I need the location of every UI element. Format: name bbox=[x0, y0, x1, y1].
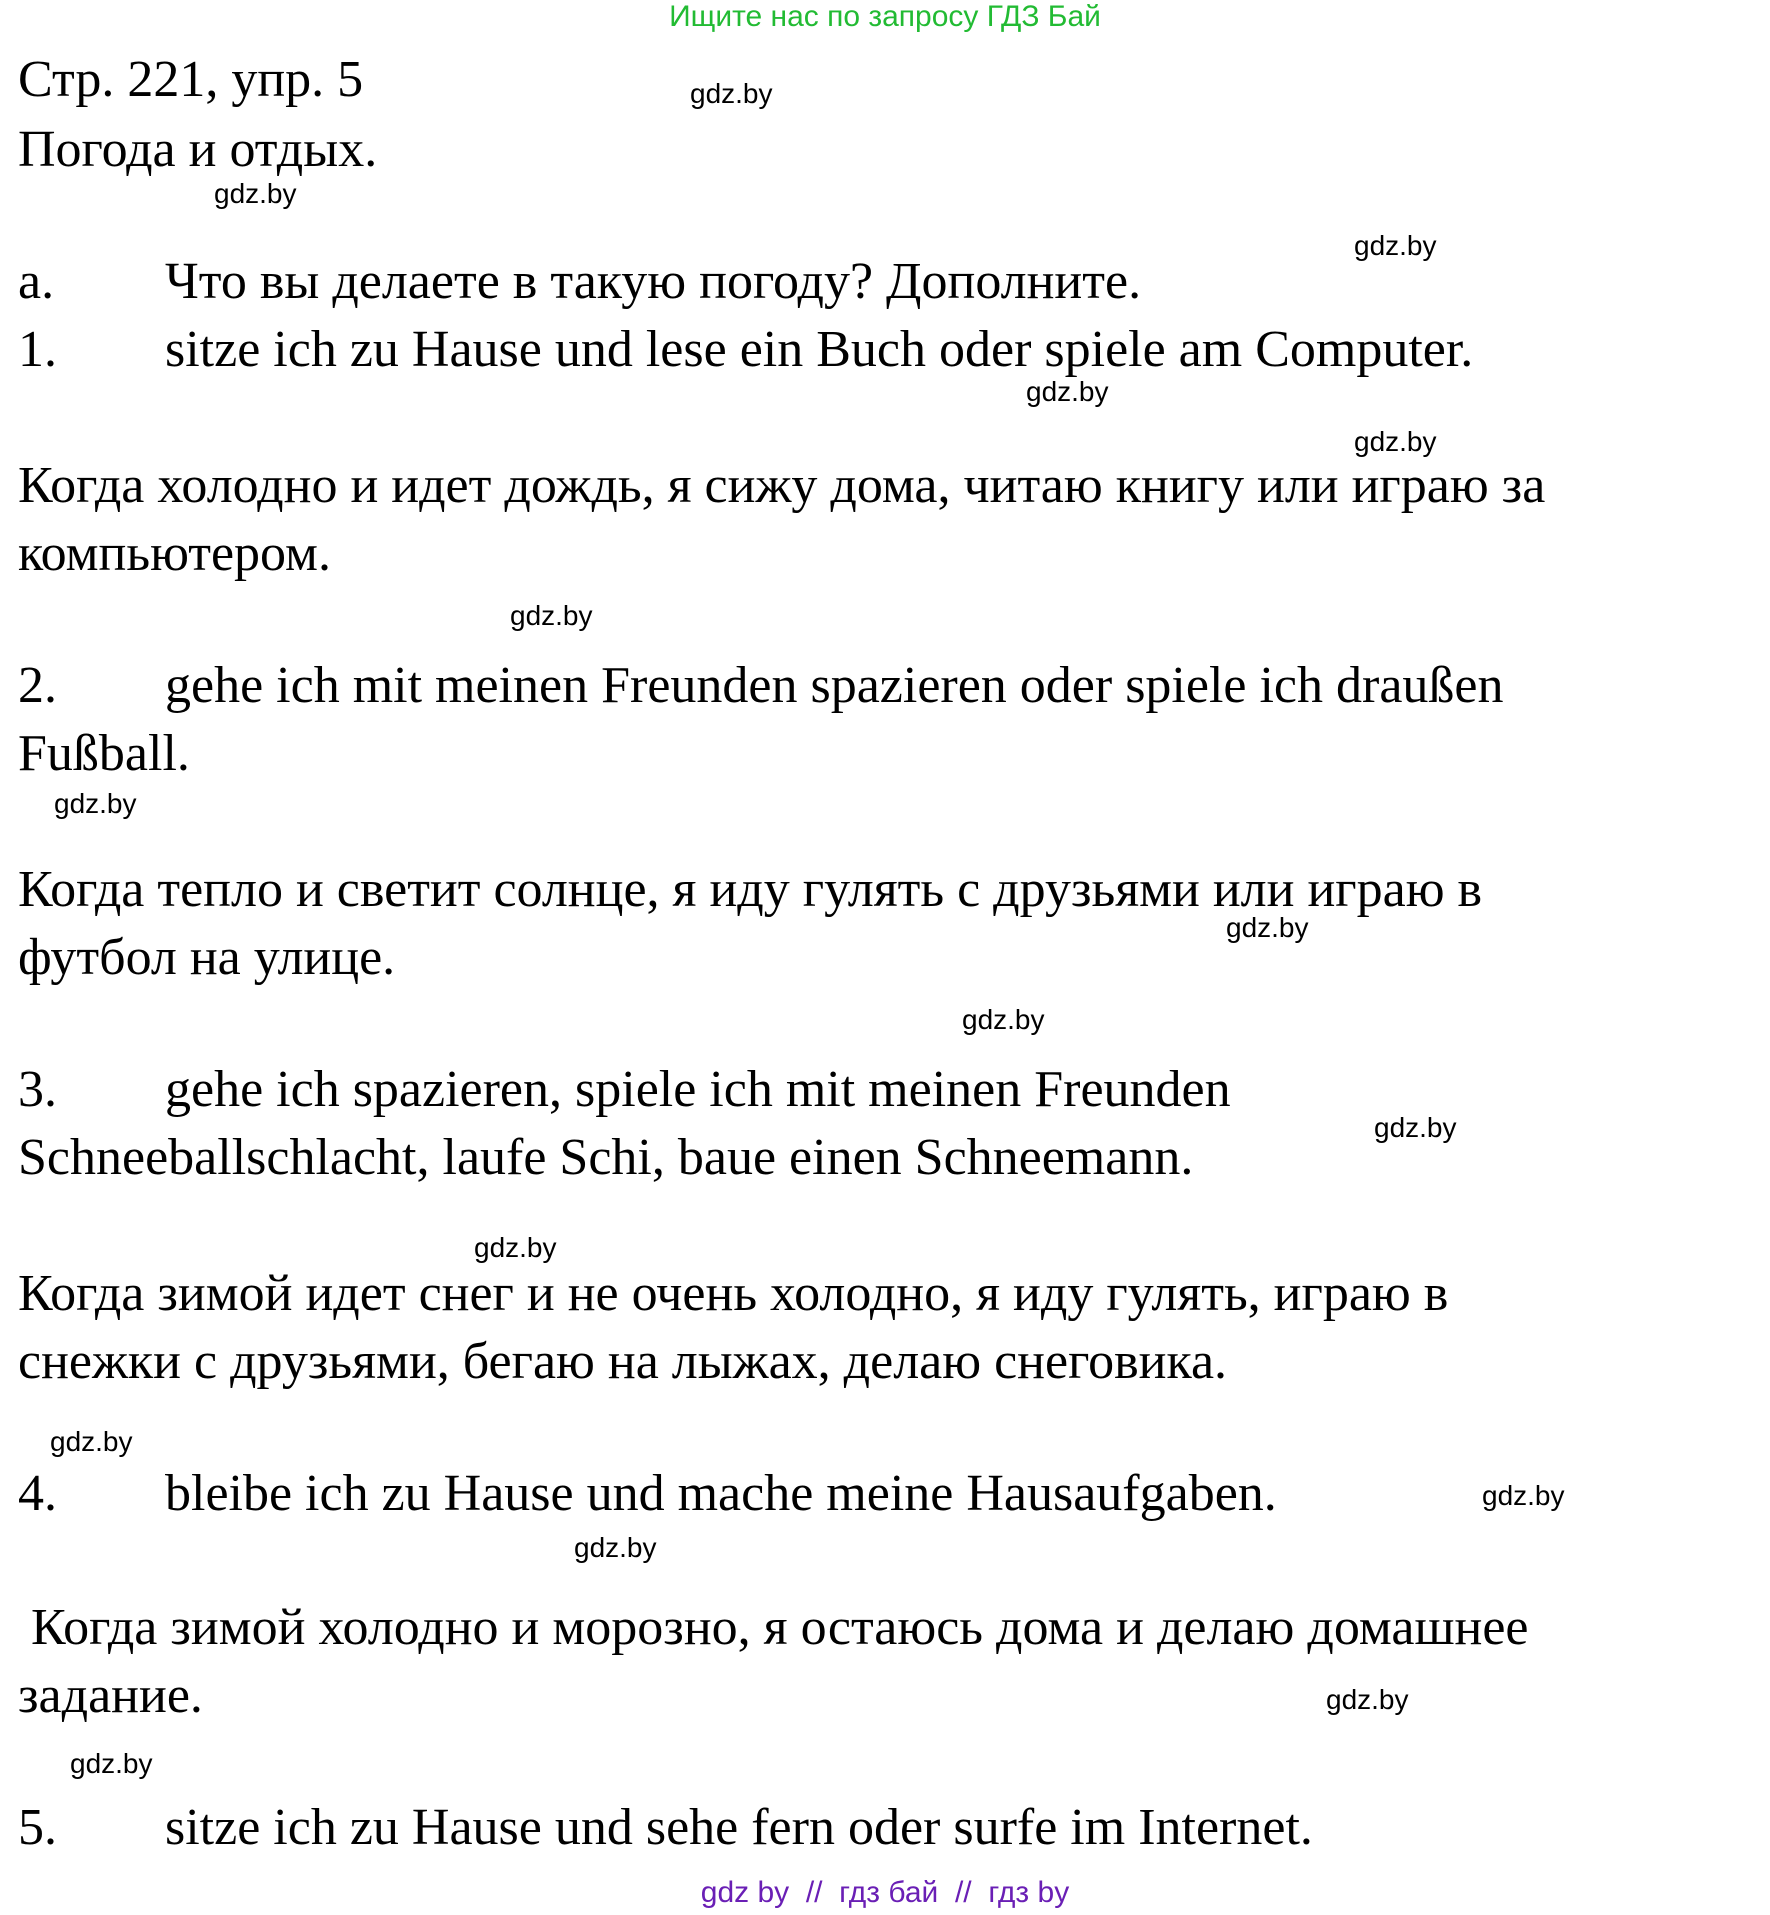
watermark: gdz.by bbox=[1026, 376, 1109, 407]
watermark: gdz.by bbox=[1226, 912, 1309, 943]
item-2-german-line-1: gehe ich mit meinen Freunden spazieren oder spiele ich draußen bbox=[165, 657, 1504, 714]
item-4-translation-line-2: задание. bbox=[18, 1667, 203, 1724]
item-1-translation-line-1: Когда холодно и идет дождь, я сижу дома, читаю книгу или играю за bbox=[18, 457, 1546, 514]
watermark: gdz.by bbox=[1354, 426, 1437, 457]
item-5-number: 5. bbox=[18, 1799, 57, 1856]
page-reference: Стр. 221, упр. 5 bbox=[18, 51, 364, 108]
item-3-german-line-1: gehe ich spazieren, spiele ich mit meinen Freunden bbox=[165, 1061, 1231, 1118]
watermark: gdz.by bbox=[214, 178, 297, 209]
watermark: gdz.by bbox=[1326, 1684, 1409, 1715]
item-3-translation-line-1: Когда зимой идет снег и не очень холодно, я иду гулять, играю в bbox=[18, 1265, 1449, 1322]
task-label: a. bbox=[18, 253, 55, 310]
item-3-german-line-2: Schneeballschlacht, laufe Schi, baue einen Schneemann. bbox=[18, 1129, 1194, 1186]
watermark: gdz.by bbox=[1374, 1112, 1457, 1143]
bottom-banner: gdz by // гдз бай // гдз by bbox=[700, 1876, 1070, 1909]
item-2-translation-line-2: футбол на улице. bbox=[18, 929, 396, 986]
item-2-number: 2. bbox=[18, 657, 57, 714]
item-5-german: sitze ich zu Hause und sehe fern oder surfe im Internet. bbox=[165, 1799, 1313, 1856]
topic-title: Погода и отдых. bbox=[18, 121, 378, 178]
watermark: gdz.by bbox=[54, 788, 137, 819]
item-2-translation-line-1: Когда тепло и светит солнце, я иду гулять с друзьями или играю в bbox=[18, 861, 1483, 918]
watermark: gdz.by bbox=[962, 1004, 1045, 1035]
item-1-german: sitze ich zu Hause und lese ein Buch oder spiele am Computer. bbox=[165, 321, 1474, 378]
item-2-german-line-2: Fußball. bbox=[18, 725, 190, 782]
item-4-translation-line-1: Когда зимой холодно и морозно, я остаюсь дома и делаю домашнее bbox=[18, 1599, 1529, 1656]
item-3-translation-line-2: снежки с друзьями, бегаю на лыжах, делаю снеговика. bbox=[18, 1333, 1228, 1390]
top-banner: Ищите нас по запросу ГДЗ Бай bbox=[669, 0, 1101, 33]
item-1-number: 1. bbox=[18, 321, 57, 378]
item-1-translation-line-2: компьютером. bbox=[18, 525, 331, 582]
item-4-german: bleibe ich zu Hause und mache meine Hausaufgaben. bbox=[165, 1465, 1277, 1522]
watermark: gdz.by bbox=[1354, 230, 1437, 261]
item-4-number: 4. bbox=[18, 1465, 57, 1522]
watermark: gdz.by bbox=[50, 1426, 133, 1457]
watermark: gdz.by bbox=[70, 1748, 153, 1779]
watermark: gdz.by bbox=[510, 600, 593, 631]
task-text: Что вы делаете в такую погоду? Дополните. bbox=[165, 253, 1142, 310]
watermark: gdz.by bbox=[574, 1532, 657, 1563]
item-3-number: 3. bbox=[18, 1061, 57, 1118]
watermark: gdz.by bbox=[1482, 1480, 1565, 1511]
watermark: gdz.by bbox=[690, 78, 773, 109]
watermark: gdz.by bbox=[474, 1232, 557, 1263]
